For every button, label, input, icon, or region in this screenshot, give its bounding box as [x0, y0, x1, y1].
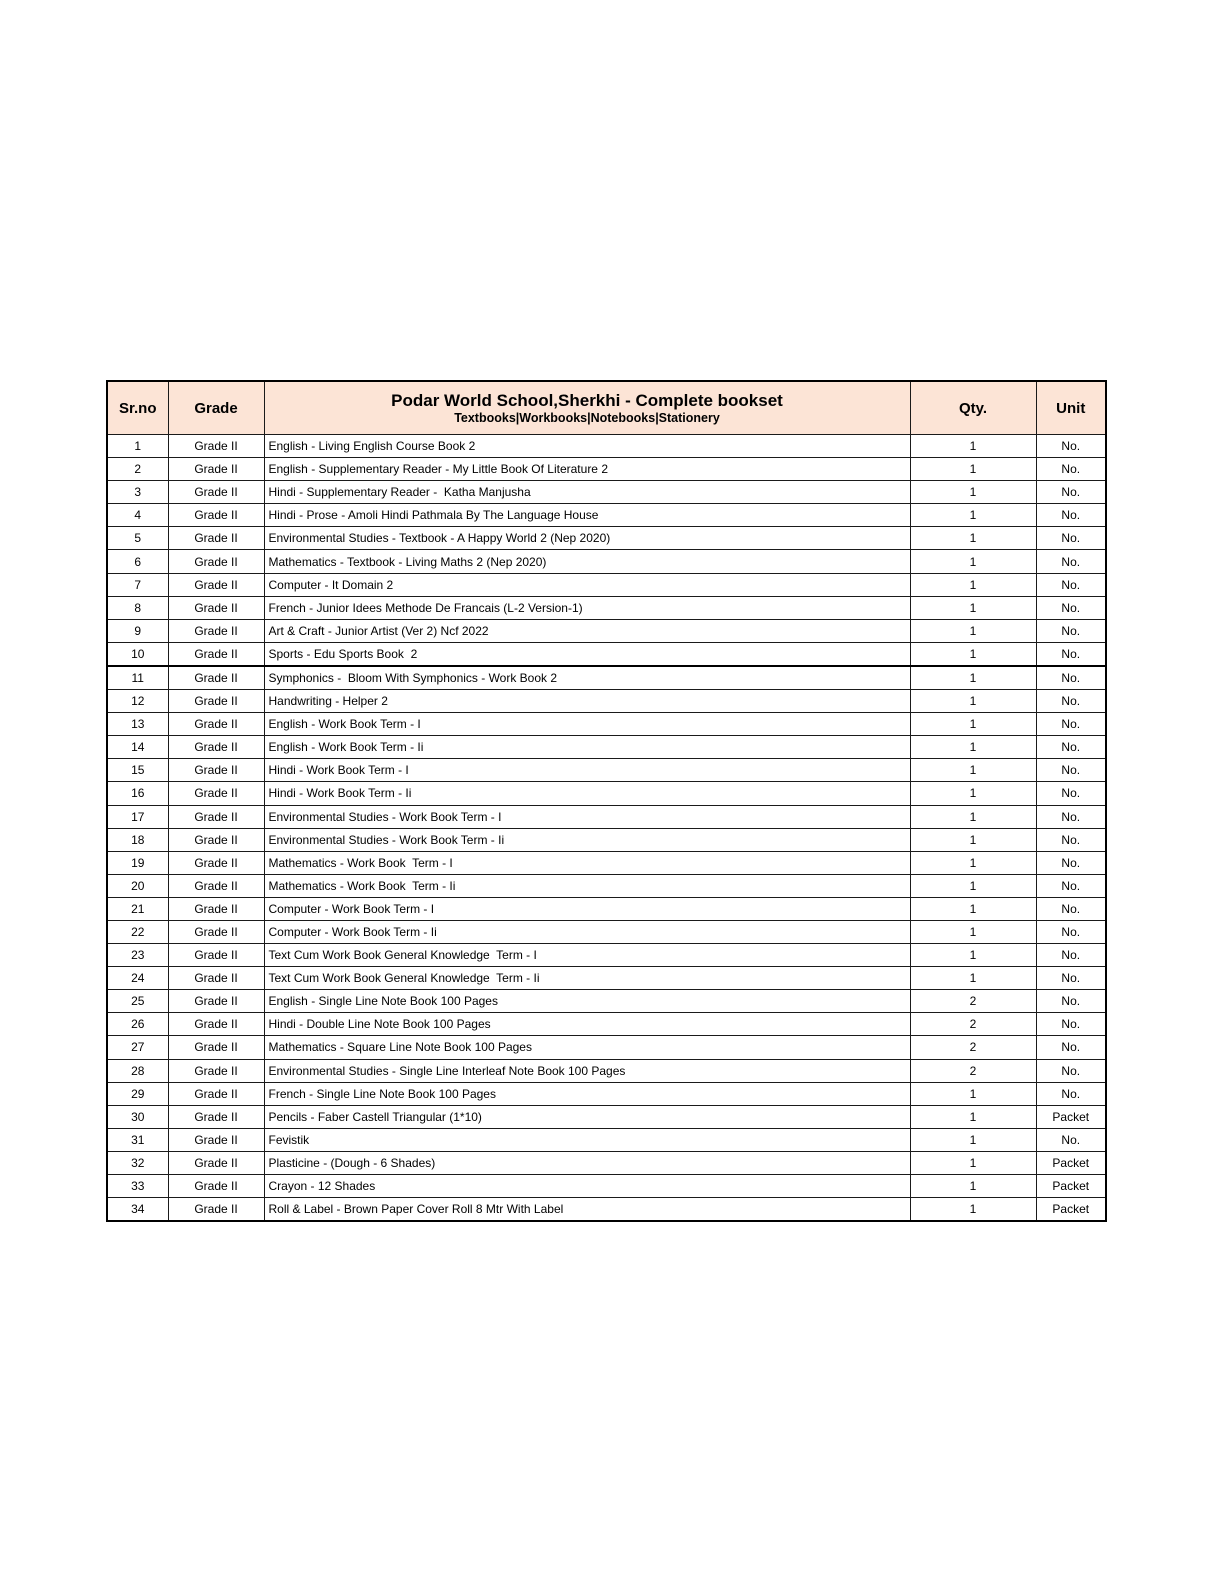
- table-row: [107, 1013, 1106, 1036]
- cell-qty: 1: [910, 828, 1036, 851]
- cell-unit: No.: [1036, 435, 1106, 458]
- cell-unit: No.: [1036, 642, 1106, 666]
- cell-item: Mathematics - Work Book Term - I: [264, 851, 910, 874]
- cell-item: Computer - Work Book Term - I: [264, 897, 910, 920]
- cell-unit: No.: [1036, 458, 1106, 481]
- cell-srno: 24: [107, 967, 168, 990]
- cell-item: Fevistik: [264, 1128, 910, 1151]
- cell-unit: No.: [1036, 990, 1106, 1013]
- cell-qty: 2: [910, 1013, 1036, 1036]
- cell-qty: 2: [910, 1036, 1036, 1059]
- cell-item: English - Supplementary Reader - My Little Book Of Literature 2: [264, 458, 910, 481]
- cell-grade: Grade II: [168, 874, 264, 897]
- cell-item: Hindi - Work Book Term - Ii: [264, 782, 910, 805]
- cell-unit: No.: [1036, 782, 1106, 805]
- header-grade: Grade: [168, 381, 264, 435]
- table-row: [107, 481, 1106, 504]
- cell-qty: 2: [910, 1059, 1036, 1082]
- cell-item: French - Single Line Note Book 100 Pages: [264, 1082, 910, 1105]
- cell-item: Roll & Label - Brown Paper Cover Roll 8 Mtr With Label: [264, 1198, 910, 1222]
- header-qty: Qty.: [910, 381, 1036, 435]
- cell-unit: No.: [1036, 1128, 1106, 1151]
- cell-unit: No.: [1036, 736, 1106, 759]
- cell-unit: No.: [1036, 874, 1106, 897]
- cell-item: Hindi - Supplementary Reader - Katha Manjusha: [264, 481, 910, 504]
- cell-qty: 1: [910, 1175, 1036, 1198]
- cell-unit: No.: [1036, 666, 1106, 690]
- cell-grade: Grade II: [168, 481, 264, 504]
- cell-grade: Grade II: [168, 596, 264, 619]
- table-row: [107, 851, 1106, 874]
- table-row: [107, 782, 1106, 805]
- cell-unit: No.: [1036, 481, 1106, 504]
- cell-srno: 34: [107, 1198, 168, 1222]
- table-row: [107, 550, 1106, 573]
- table-row: [107, 1175, 1106, 1198]
- table-row: [107, 1151, 1106, 1174]
- cell-grade: Grade II: [168, 458, 264, 481]
- cell-item: French - Junior Idees Methode De Francais (L-2 Version-1): [264, 596, 910, 619]
- table-row: [107, 897, 1106, 920]
- cell-grade: Grade II: [168, 550, 264, 573]
- cell-grade: Grade II: [168, 1128, 264, 1151]
- cell-srno: 7: [107, 573, 168, 596]
- cell-grade: Grade II: [168, 897, 264, 920]
- cell-item: Symphonics - Bloom With Symphonics - Work Book 2: [264, 666, 910, 690]
- cell-item: Art & Craft - Junior Artist (Ver 2) Ncf 2022: [264, 619, 910, 642]
- cell-qty: 1: [910, 666, 1036, 690]
- cell-item: Environmental Studies - Work Book Term - Ii: [264, 828, 910, 851]
- cell-unit: No.: [1036, 573, 1106, 596]
- cell-qty: 1: [910, 596, 1036, 619]
- table-body: [107, 435, 1106, 1222]
- cell-srno: 31: [107, 1128, 168, 1151]
- table-row: [107, 874, 1106, 897]
- cell-srno: 11: [107, 666, 168, 690]
- cell-item: English - Living English Course Book 2: [264, 435, 910, 458]
- table-row: [107, 713, 1106, 736]
- cell-qty: 1: [910, 713, 1036, 736]
- header-title-cell: [264, 381, 910, 435]
- cell-qty: 1: [910, 642, 1036, 666]
- cell-unit: No.: [1036, 805, 1106, 828]
- table-row: [107, 759, 1106, 782]
- cell-grade: Grade II: [168, 666, 264, 690]
- cell-srno: 3: [107, 481, 168, 504]
- cell-item: English - Single Line Note Book 100 Pages: [264, 990, 910, 1013]
- table-row: [107, 990, 1106, 1013]
- cell-grade: Grade II: [168, 1198, 264, 1222]
- cell-unit: No.: [1036, 920, 1106, 943]
- cell-item: Environmental Studies - Work Book Term - I: [264, 805, 910, 828]
- cell-srno: 17: [107, 805, 168, 828]
- table-header: [107, 381, 1106, 435]
- cell-grade: Grade II: [168, 828, 264, 851]
- cell-srno: 33: [107, 1175, 168, 1198]
- table-row: [107, 596, 1106, 619]
- cell-grade: Grade II: [168, 805, 264, 828]
- cell-srno: 4: [107, 504, 168, 527]
- cell-srno: 6: [107, 550, 168, 573]
- cell-qty: 1: [910, 435, 1036, 458]
- table-row: [107, 805, 1106, 828]
- cell-item: Computer - Work Book Term - Ii: [264, 920, 910, 943]
- cell-unit: No.: [1036, 527, 1106, 550]
- cell-srno: 13: [107, 713, 168, 736]
- table-row: [107, 828, 1106, 851]
- cell-unit: No.: [1036, 619, 1106, 642]
- cell-srno: 21: [107, 897, 168, 920]
- table-row: [107, 1082, 1106, 1105]
- cell-srno: 14: [107, 736, 168, 759]
- table-row: [107, 642, 1106, 666]
- cell-item: Handwriting - Helper 2: [264, 690, 910, 713]
- cell-qty: 1: [910, 1082, 1036, 1105]
- cell-unit: No.: [1036, 1082, 1106, 1105]
- cell-qty: 1: [910, 481, 1036, 504]
- cell-qty: 1: [910, 1198, 1036, 1222]
- cell-srno: 10: [107, 642, 168, 666]
- cell-srno: 25: [107, 990, 168, 1013]
- table-row: [107, 736, 1106, 759]
- table-row: [107, 1036, 1106, 1059]
- cell-grade: Grade II: [168, 1013, 264, 1036]
- cell-unit: No.: [1036, 944, 1106, 967]
- cell-grade: Grade II: [168, 527, 264, 550]
- header-unit: Unit: [1036, 381, 1106, 435]
- cell-qty: 1: [910, 1128, 1036, 1151]
- cell-qty: 1: [910, 782, 1036, 805]
- cell-item: Mathematics - Square Line Note Book 100 Pages: [264, 1036, 910, 1059]
- table-row: [107, 1128, 1106, 1151]
- cell-grade: Grade II: [168, 690, 264, 713]
- cell-srno: 28: [107, 1059, 168, 1082]
- cell-unit: No.: [1036, 596, 1106, 619]
- cell-qty: 1: [910, 736, 1036, 759]
- cell-unit: No.: [1036, 713, 1106, 736]
- cell-unit: No.: [1036, 504, 1106, 527]
- table-row: [107, 1198, 1106, 1222]
- cell-unit: No.: [1036, 550, 1106, 573]
- table-row: [107, 690, 1106, 713]
- bookset-table: [106, 380, 1107, 1222]
- cell-srno: 26: [107, 1013, 168, 1036]
- cell-qty: 1: [910, 458, 1036, 481]
- cell-srno: 18: [107, 828, 168, 851]
- cell-item: Hindi - Prose - Amoli Hindi Pathmala By The Language House: [264, 504, 910, 527]
- cell-grade: Grade II: [168, 851, 264, 874]
- header-srno: Sr.no: [107, 381, 168, 435]
- table-title: Podar World School,Sherkhi - Complete bookset: [391, 390, 783, 410]
- table-row: [107, 967, 1106, 990]
- cell-grade: Grade II: [168, 920, 264, 943]
- cell-qty: 1: [910, 920, 1036, 943]
- cell-srno: 16: [107, 782, 168, 805]
- cell-unit: No.: [1036, 1036, 1106, 1059]
- cell-item: English - Work Book Term - I: [264, 713, 910, 736]
- cell-qty: 1: [910, 759, 1036, 782]
- cell-qty: 1: [910, 1105, 1036, 1128]
- cell-srno: 15: [107, 759, 168, 782]
- cell-qty: 1: [910, 967, 1036, 990]
- cell-item: Text Cum Work Book General Knowledge Term - Ii: [264, 967, 910, 990]
- table-row: [107, 1059, 1106, 1082]
- cell-grade: Grade II: [168, 782, 264, 805]
- cell-unit: Packet: [1036, 1198, 1106, 1222]
- table-row: [107, 666, 1106, 690]
- cell-srno: 22: [107, 920, 168, 943]
- cell-grade: Grade II: [168, 1082, 264, 1105]
- cell-srno: 27: [107, 1036, 168, 1059]
- cell-unit: Packet: [1036, 1105, 1106, 1128]
- cell-item: Plasticine - (Dough - 6 Shades): [264, 1151, 910, 1174]
- cell-srno: 1: [107, 435, 168, 458]
- cell-qty: 1: [910, 619, 1036, 642]
- cell-unit: Packet: [1036, 1175, 1106, 1198]
- cell-srno: 32: [107, 1151, 168, 1174]
- cell-item: Sports - Edu Sports Book 2: [264, 642, 910, 666]
- cell-qty: 1: [910, 805, 1036, 828]
- cell-qty: 1: [910, 851, 1036, 874]
- cell-grade: Grade II: [168, 990, 264, 1013]
- cell-srno: 20: [107, 874, 168, 897]
- cell-item: Environmental Studies - Textbook - A Happy World 2 (Nep 2020): [264, 527, 910, 550]
- cell-grade: Grade II: [168, 504, 264, 527]
- cell-unit: No.: [1036, 1059, 1106, 1082]
- cell-item: English - Work Book Term - Ii: [264, 736, 910, 759]
- cell-qty: 1: [910, 1151, 1036, 1174]
- cell-item: Mathematics - Textbook - Living Maths 2 (Nep 2020): [264, 550, 910, 573]
- cell-qty: 1: [910, 527, 1036, 550]
- cell-item: Hindi - Double Line Note Book 100 Pages: [264, 1013, 910, 1036]
- cell-grade: Grade II: [168, 435, 264, 458]
- cell-qty: 2: [910, 990, 1036, 1013]
- table-row: [107, 458, 1106, 481]
- cell-item: Mathematics - Work Book Term - Ii: [264, 874, 910, 897]
- cell-qty: 1: [910, 504, 1036, 527]
- cell-unit: No.: [1036, 828, 1106, 851]
- cell-srno: 19: [107, 851, 168, 874]
- cell-srno: 29: [107, 1082, 168, 1105]
- table-row: [107, 435, 1106, 458]
- cell-grade: Grade II: [168, 642, 264, 666]
- cell-unit: No.: [1036, 851, 1106, 874]
- table-row: [107, 1105, 1106, 1128]
- cell-qty: 1: [910, 690, 1036, 713]
- cell-item: Text Cum Work Book General Knowledge Term - I: [264, 944, 910, 967]
- table-row: [107, 504, 1106, 527]
- cell-item: Hindi - Work Book Term - I: [264, 759, 910, 782]
- table-row: [107, 920, 1106, 943]
- cell-qty: 1: [910, 550, 1036, 573]
- cell-grade: Grade II: [168, 1036, 264, 1059]
- cell-grade: Grade II: [168, 1175, 264, 1198]
- table-subtitle: Textbooks|Workbooks|Notebooks|Stationery: [454, 411, 720, 426]
- cell-qty: 1: [910, 944, 1036, 967]
- cell-qty: 1: [910, 573, 1036, 596]
- header-row: [107, 381, 1106, 435]
- cell-unit: No.: [1036, 1013, 1106, 1036]
- cell-srno: 9: [107, 619, 168, 642]
- cell-unit: No.: [1036, 690, 1106, 713]
- cell-srno: 8: [107, 596, 168, 619]
- cell-unit: Packet: [1036, 1151, 1106, 1174]
- cell-srno: 2: [107, 458, 168, 481]
- cell-item: Crayon - 12 Shades: [264, 1175, 910, 1198]
- cell-srno: 5: [107, 527, 168, 550]
- cell-unit: No.: [1036, 759, 1106, 782]
- cell-grade: Grade II: [168, 1059, 264, 1082]
- table-row: [107, 619, 1106, 642]
- cell-grade: Grade II: [168, 1105, 264, 1128]
- cell-srno: 30: [107, 1105, 168, 1128]
- cell-grade: Grade II: [168, 967, 264, 990]
- cell-qty: 1: [910, 897, 1036, 920]
- cell-item: Environmental Studies - Single Line Interleaf Note Book 100 Pages: [264, 1059, 910, 1082]
- cell-item: Computer - It Domain 2: [264, 573, 910, 596]
- cell-item: Pencils - Faber Castell Triangular (1*10): [264, 1105, 910, 1128]
- cell-unit: No.: [1036, 967, 1106, 990]
- table-row: [107, 944, 1106, 967]
- cell-grade: Grade II: [168, 619, 264, 642]
- cell-grade: Grade II: [168, 573, 264, 596]
- cell-grade: Grade II: [168, 713, 264, 736]
- cell-grade: Grade II: [168, 944, 264, 967]
- table-row: [107, 527, 1106, 550]
- cell-grade: Grade II: [168, 736, 264, 759]
- cell-srno: 12: [107, 690, 168, 713]
- cell-srno: 23: [107, 944, 168, 967]
- table-row: [107, 573, 1106, 596]
- cell-grade: Grade II: [168, 759, 264, 782]
- cell-qty: 1: [910, 874, 1036, 897]
- cell-grade: Grade II: [168, 1151, 264, 1174]
- cell-unit: No.: [1036, 897, 1106, 920]
